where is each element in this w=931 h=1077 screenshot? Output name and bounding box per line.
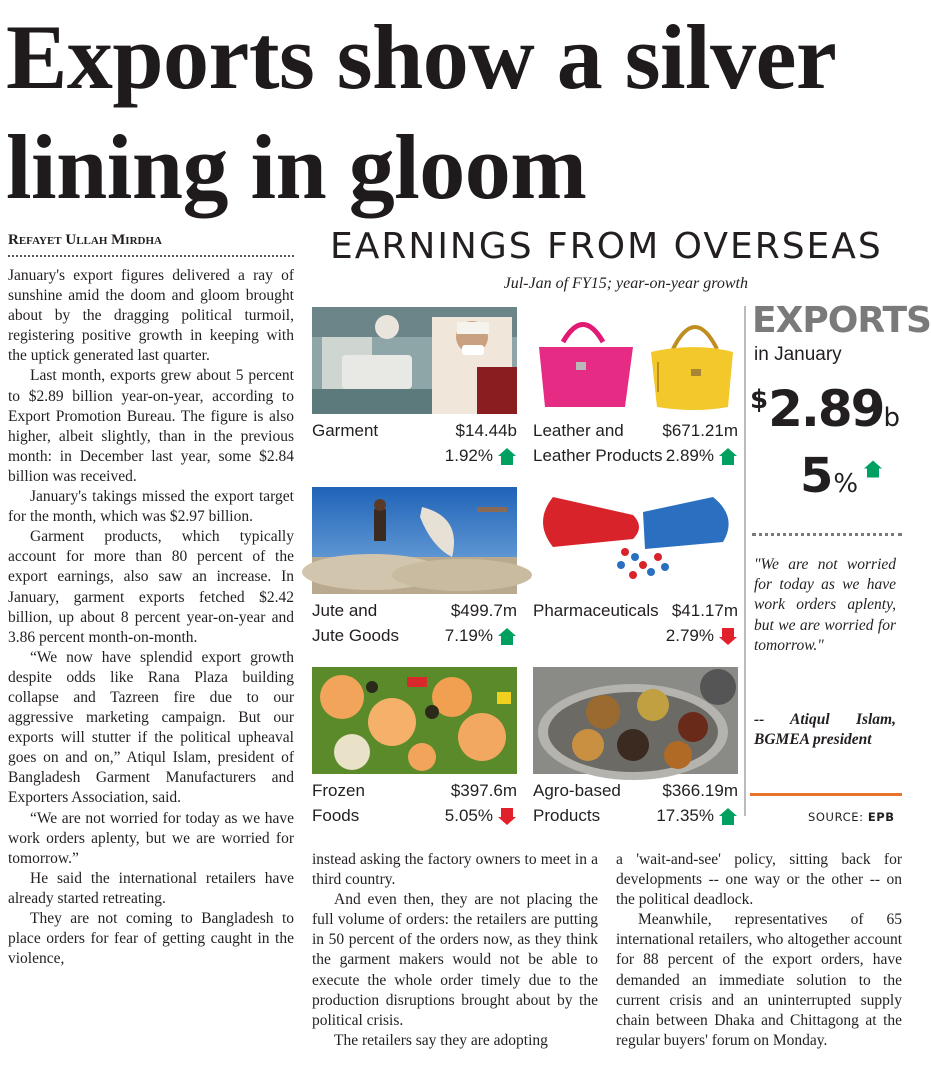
up-arrow-icon bbox=[864, 460, 882, 478]
article-paragraph: The retailers say they are adopting bbox=[334, 1031, 548, 1049]
pull-quote: "We are not worried for today as we have work orders aplenty, but we are worried for tomorrow." bbox=[754, 556, 896, 654]
article-paragraph: Last month, exports grew about 5 percent to $2.89 billion year-on-year, according to Export Promotion Bureau. The figure is also higher, albeit slightly, than in the previous month: in December last year, some $2.84 billion was received. bbox=[8, 367, 294, 485]
up-arrow-icon bbox=[498, 448, 516, 465]
tile-value: $41.17m bbox=[671, 601, 738, 620]
january-exports-growth: 5% bbox=[800, 448, 859, 504]
quote-attribution: -- Atiqul Islam, BGMEA president bbox=[754, 711, 896, 749]
tile-value: $671.21m bbox=[662, 421, 738, 440]
tile-value: $499.7m bbox=[450, 601, 517, 620]
article-paragraph: They are not coming to Bangladesh to place orders for fear of getting caught in the violence, bbox=[8, 910, 294, 968]
headline-line-2: lining in gloom bbox=[6, 116, 587, 218]
spice-box-photo bbox=[533, 667, 738, 774]
source-credit: SOURCE: EPB bbox=[808, 810, 895, 824]
tile-agro-based bbox=[533, 667, 738, 827]
tile-growth: 2.89% bbox=[665, 446, 714, 465]
article-paragraph: a 'wait-and-see' policy, sitting back for developments -- one way or the other -- on the political deadlock. bbox=[616, 851, 902, 909]
tile-label: Frozen Foods bbox=[312, 781, 365, 825]
tile-jute bbox=[312, 487, 517, 647]
byline: Refayet Ullah Mirdha bbox=[8, 232, 162, 248]
tile-growth: 5.05% bbox=[444, 806, 493, 825]
tile-growth: 7.19% bbox=[444, 626, 493, 645]
sidebar-divider bbox=[752, 533, 902, 536]
exports-subheading: in January bbox=[754, 344, 842, 365]
tile-label: Pharmaceuticals bbox=[533, 601, 659, 620]
byline-divider bbox=[8, 255, 294, 257]
article-column-3 bbox=[616, 850, 902, 1072]
tile-pharmaceuticals bbox=[533, 487, 738, 647]
graphic-title: EARNINGS FROM OVERSEAS bbox=[330, 226, 883, 267]
jute-photo bbox=[312, 487, 517, 594]
article-paragraph: He said the international retailers have already started retreating. bbox=[8, 869, 294, 907]
tile-growth: 1.92% bbox=[444, 446, 493, 465]
article-paragraph: Meanwhile, representatives of 65 international retailers, who altogether account for 88 percent of the export orders, have demanded an immediate solution to the current crisis and an uninterrupted supply chain between Dhaka and Chittagong at the regular buyers' forum on Monday. bbox=[616, 911, 902, 1049]
january-exports-amount: $2.89b bbox=[750, 380, 900, 438]
tile-value: $14.44b bbox=[455, 421, 517, 440]
tile-frozen-foods bbox=[312, 667, 517, 827]
tile-garment bbox=[312, 307, 517, 467]
article-paragraph: January's export figures delivered a ray of sunshine amid the doom and gloom brought about by the dragging political turmoil, registering positive growth in keeping with the uptick generated last quarter. bbox=[8, 267, 294, 365]
article-paragraph: “We are not worried for today as we have work orders aplenty, but we are worried for tomorrow.” bbox=[8, 809, 294, 867]
article-paragraph: instead asking the factory owners to meet in a third country. bbox=[312, 851, 598, 889]
tile-value: $397.6m bbox=[450, 781, 517, 800]
up-arrow-icon bbox=[719, 448, 737, 465]
article-paragraph: “We now have splendid export growth despite odds like Rana Plaza building collapse and Tazreen fire due to our aggressive marketing campaign. But our exports will stutter if the political upheaval goes on and on,” Atiqul Islam, president of Bangladesh Garment Manufacturers and Exporters Association, said. bbox=[8, 648, 294, 807]
tile-leather bbox=[533, 307, 738, 467]
accent-rule bbox=[750, 793, 902, 796]
tile-growth: 17.35% bbox=[656, 806, 714, 825]
tile-label: Agro-based Products bbox=[533, 781, 621, 825]
tile-value: $366.19m bbox=[662, 781, 738, 800]
exports-heading: EXPORTS bbox=[752, 300, 931, 341]
graphic-divider bbox=[744, 306, 746, 816]
shrimp-salad-photo bbox=[312, 667, 517, 774]
tile-label: Leather and Leather Products bbox=[533, 421, 663, 465]
capsule-photo bbox=[533, 487, 738, 594]
tile-growth: 2.79% bbox=[665, 626, 714, 645]
garment-photo bbox=[312, 307, 517, 414]
article-column-1 bbox=[8, 266, 294, 1072]
up-arrow-icon bbox=[719, 808, 737, 825]
tile-label: Garment bbox=[312, 421, 379, 440]
article-paragraph: And even then, they are not placing the full volume of orders: the retailers are putting in 50 percent of the orders now, as they think the garment makers would not be able to execute the whole order timely due to the production disruptions brought about by the political crisis. bbox=[312, 891, 598, 1029]
graphic-subtitle: Jul-Jan of FY15; year-on-year growth bbox=[503, 275, 748, 292]
article-paragraph: January's takings missed the export target for the month, which was $2.97 billion. bbox=[8, 488, 294, 526]
headline bbox=[6, 2, 906, 222]
down-arrow-icon bbox=[498, 808, 516, 825]
article-column-2 bbox=[312, 850, 598, 1072]
tile-label: Jute and Jute Goods bbox=[312, 601, 399, 645]
up-arrow-icon bbox=[498, 628, 516, 645]
handbags-photo bbox=[533, 307, 738, 414]
down-arrow-icon bbox=[719, 628, 737, 645]
article-paragraph: Garment products, which typically account for more than 80 percent of the export earnings, also saw an increase. In January, garment exports fetched $2.42 billion, up about 8 percent year-on-year and 3.86 percent month-on-month. bbox=[8, 528, 294, 646]
headline-line-1: Exports show a silver bbox=[6, 6, 837, 108]
